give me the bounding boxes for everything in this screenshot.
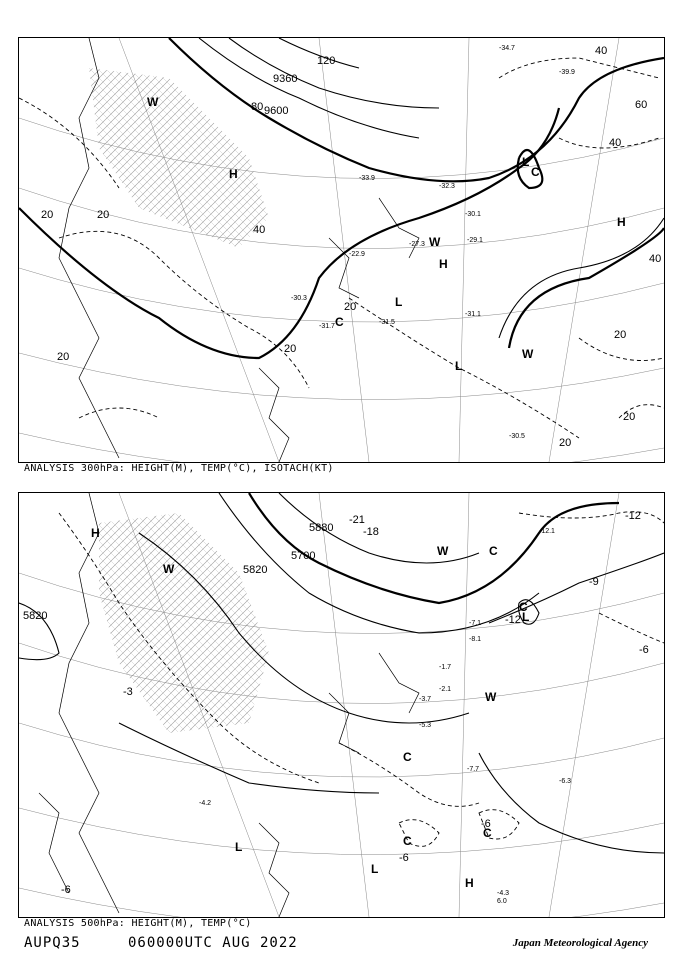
contour-label: 60 [635,99,648,111]
center-symbol: C [531,165,540,179]
center-symbol: H [91,526,100,540]
contour-label: 20 [614,329,627,341]
chart-code: AUPQ35 [24,935,81,951]
temp-sample: -31.7 [319,323,335,330]
center-symbol: W [429,235,441,249]
temp-sample: 6.0 [497,898,507,905]
center-symbol: C [403,750,412,764]
contour-label: -6 [639,644,649,656]
temp-sample: -27.3 [409,241,425,248]
contour-label: -21 [349,514,365,526]
jet-hatch-area [89,68,269,248]
center-symbol: C [489,544,498,558]
caption-300hpa: ANALYSIS 300hPa: HEIGHT(M), TEMP(°C), ISOTACH(KT) [24,463,334,474]
temp-sample: -29.1 [467,237,483,244]
contour-label: -6 [399,852,409,864]
temp-sample: -33.9 [359,175,375,182]
temp-sample: -34.7 [499,45,515,52]
contour-label: 20 [57,351,70,363]
contour-label: 20 [344,301,357,313]
temp-sample: -2.1 [439,686,452,693]
temp-sample: -31.1 [465,311,481,318]
center-symbol: L [522,610,530,624]
center-symbol: H [465,876,474,890]
contour-label: 120 [317,55,336,67]
contour-label: 5820 [243,564,268,576]
temp-sample: -6.3 [559,778,572,785]
center-symbol: L [455,359,463,373]
contour-label: -9 [589,576,599,588]
temp-sample: -22.9 [349,251,365,258]
center-symbol: W [163,562,175,576]
contour-label: 80 [251,101,264,113]
temp-sample: -4.3 [497,890,510,897]
agency-name: Japan Meteorological Agency [512,937,648,949]
center-symbol: C [335,315,344,329]
center-symbol: L [235,840,243,854]
temp-sample: -12.1 [539,528,555,535]
temp-sample: -1.7 [439,664,452,671]
center-symbol: W [437,544,449,558]
center-symbol: C [403,834,412,848]
map-500hpa [19,493,664,917]
contour-label: 40 [253,224,266,236]
contour-label: 40 [649,253,662,265]
center-symbol: W [485,690,497,704]
center-symbol: W [147,95,159,109]
center-symbol: C [483,826,492,840]
valid-time: 060000UTC AUG 2022 [128,935,298,951]
chart-300hpa [18,37,665,463]
map-300hpa [19,38,664,462]
contour-label: 20 [41,209,54,221]
cold-hatch-area [99,513,269,733]
chart-500hpa [18,492,665,918]
contour-label: -12 [505,614,521,626]
temp-sample: -30.5 [509,433,525,440]
contour-label: 40 [595,45,608,57]
center-symbol: W [522,347,534,361]
temp-sample: -30.3 [291,295,307,302]
contour-label: -6 [61,884,71,896]
caption-500hpa: ANALYSIS 500hPa: HEIGHT(M), TEMP(°C) [24,918,252,929]
temp-sample: -4.2 [199,800,212,807]
temp-sample: -31.5 [379,319,395,326]
temp-sample: -7.7 [467,766,480,773]
contour-label: 5700 [291,550,316,562]
contour-label: 20 [284,343,297,355]
temp-sample: -3.7 [419,696,432,703]
contour-label: 20 [559,437,572,449]
contour-label: 5820 [23,610,48,622]
temp-sample: -32.3 [439,183,455,190]
contour-label: 9360 [273,73,298,85]
center-symbol: C [519,600,528,614]
temp-sample: -8.1 [469,636,482,643]
contour-label: 5880 [309,522,334,534]
contour-label: -12 [625,510,641,522]
contour-label: -3 [123,686,133,698]
temp-sample: -7.1 [469,620,482,627]
center-symbol: L [371,862,379,876]
temperature-samples-500 [199,528,571,905]
contour-label: -6 [481,818,491,830]
temp-sample: -30.1 [465,211,481,218]
center-symbol: L [395,295,403,309]
center-symbol: H [229,167,238,181]
contour-label: 20 [97,209,110,221]
contour-label: 40 [609,137,622,149]
contour-label: -18 [363,526,379,538]
center-symbol: L [522,155,530,169]
temp-sample: -5.3 [419,722,432,729]
contour-label: 9600 [264,105,289,117]
contour-label: 20 [623,411,636,423]
temp-sample: -39.9 [559,69,575,76]
center-symbol: H [617,215,626,229]
center-symbol: H [439,257,448,271]
